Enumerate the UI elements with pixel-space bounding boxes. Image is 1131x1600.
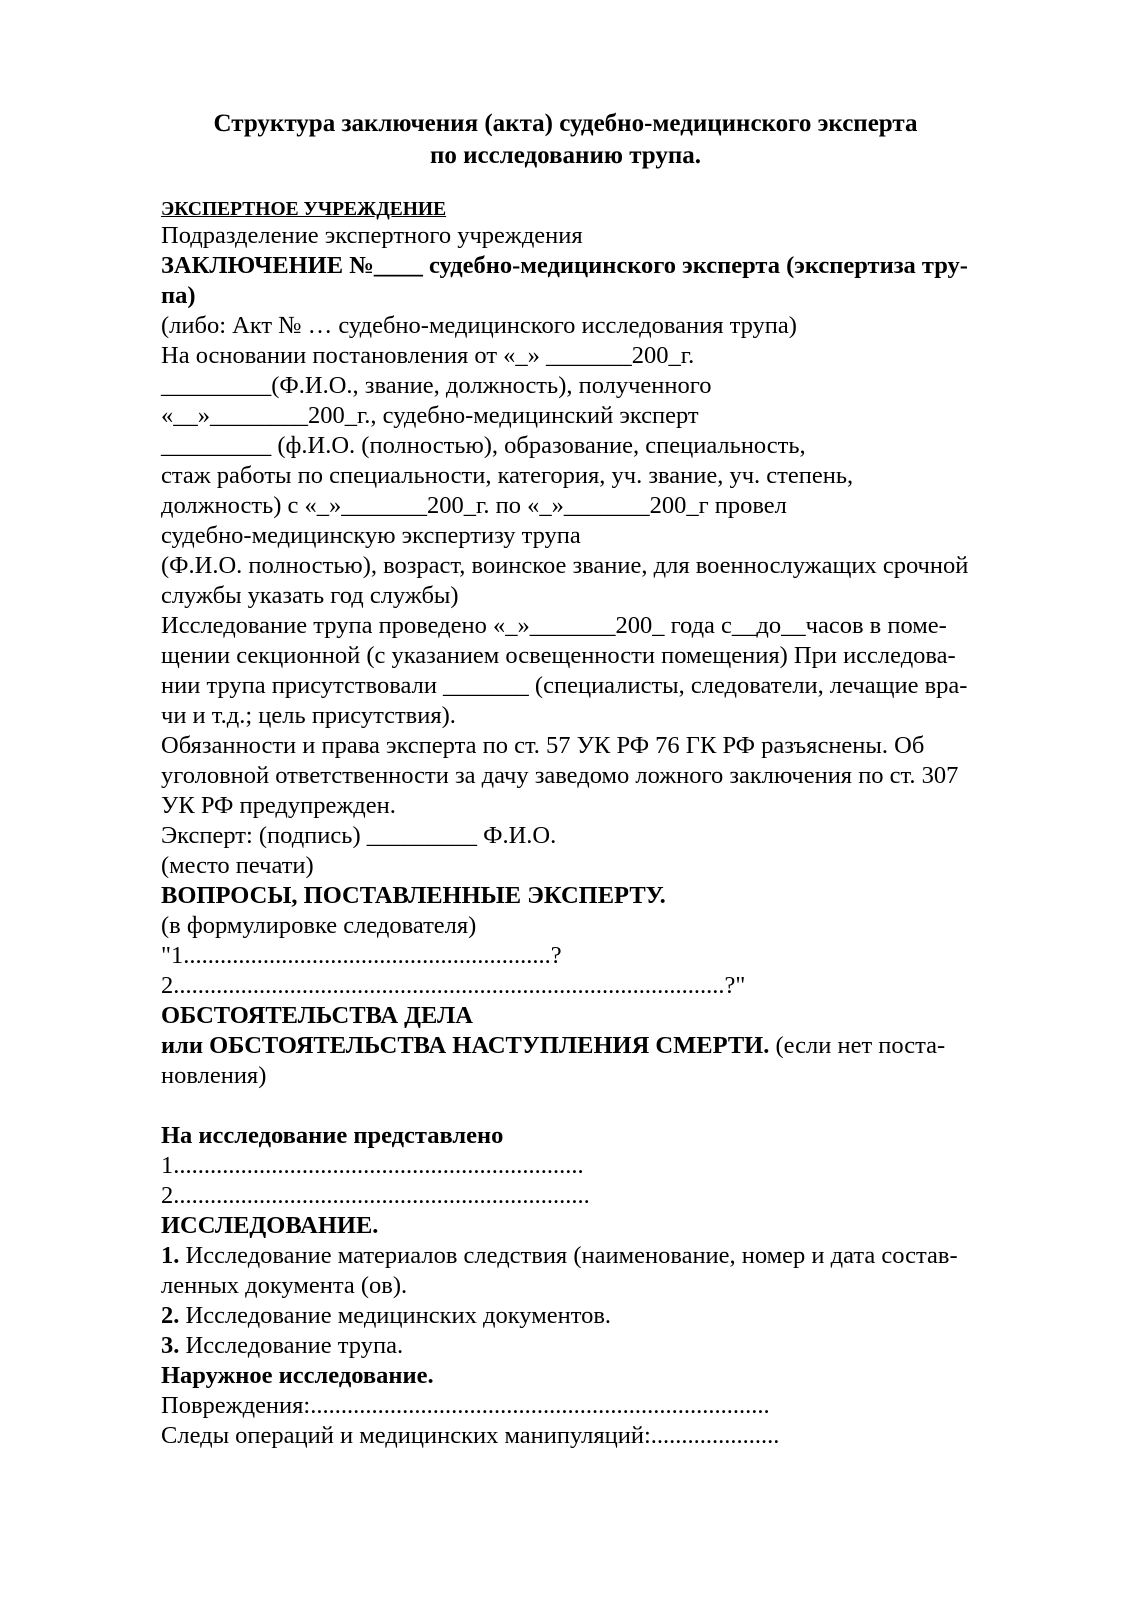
institution-heading: ЭКСПЕРТНОЕ УЧРЕЖДЕНИЕ (161, 199, 447, 220)
text-line: новления) (161, 1062, 267, 1089)
research-item-number: 2. (161, 1302, 180, 1329)
subdivision-line: Подразделение экспертного учреждения (161, 222, 583, 249)
text-line: (либо: Акт № … судебно-медицинского исследования трупа) (161, 312, 797, 339)
text-line: На основании постановления от «_» _______200_г. (161, 342, 695, 369)
text-line: должность) с «_»_______200_г. по «_»_______200_г провел (161, 492, 787, 519)
conclusion-heading: ЗАКЛЮЧЕНИЕ №____ судебно-медицинского эксперта (экспертиза тру- (161, 252, 968, 279)
research-heading: ИССЛЕДОВАНИЕ. (161, 1212, 379, 1239)
research-item-2 (161, 1301, 611, 1331)
circumstances-heading-bold: или ОБСТОЯТЕЛЬСТВА НАСТУПЛЕНИЯ СМЕРТИ. (161, 1032, 770, 1059)
conclusion-heading-cont: па) (161, 282, 196, 309)
document-title-line-1: Структура заключения (акта) судебно-медицинского эксперта (213, 110, 918, 137)
research-item-text: Исследование медицинских документов. (179, 1302, 612, 1329)
research-item-number: 1. (161, 1242, 180, 1269)
questions-heading: ВОПРОСЫ, ПОСТАВЛЕННЫЕ ЭКСПЕРТУ. (161, 882, 666, 909)
injuries-line: Повреждения:........................................................................... (161, 1392, 770, 1419)
circumstances-heading-line (161, 1031, 945, 1061)
research-item-text: Исследование трупа. (179, 1332, 404, 1359)
text-line: ленных документа (ов). (161, 1272, 408, 1299)
document-title-line-2: по исследованию трупа. (429, 142, 702, 169)
submitted-item: 2.................................................................... (161, 1182, 590, 1209)
text-line: «__»________200_г., судебно-медицинский эксперт (161, 402, 699, 429)
submitted-heading: На исследование представлено (161, 1122, 504, 1149)
text-line: щении секционной (с указанием освещенности помещения) При исследова- (161, 642, 956, 669)
text-line: нии трупа присутствовали _______ (специалисты, следователи, лечащие вра- (161, 672, 968, 699)
research-item-number: 3. (161, 1332, 180, 1359)
stamp-place-line: (место печати) (161, 852, 314, 879)
text-line: уголовной ответственности за дачу заведомо ложного заключения по ст. 307 (161, 762, 959, 789)
expert-signature-line: Эксперт: (подпись) _________ Ф.И.О. (161, 822, 557, 849)
submitted-item: 1................................................................... (161, 1152, 584, 1179)
text-line: Исследование трупа проведено «_»_______200_ года с__до__часов в поме- (161, 612, 947, 639)
external-research-heading: Наружное исследование. (161, 1362, 434, 1389)
text-line: службы указать год службы) (161, 582, 459, 609)
text-line: _________(Ф.И.О., звание, должность), полученного (161, 372, 712, 399)
text-line: чи и т.д.; цель присутствия). (161, 702, 456, 729)
question-item: 2..........................................................................................?" (161, 972, 746, 999)
circumstances-note: (если нет поста- (769, 1032, 946, 1059)
research-item-text: Исследование материалов следствия (наименование, номер и дата состав- (179, 1242, 958, 1269)
text-line: Обязанности и права эксперта по ст. 57 УК РФ 76 ГК РФ разъяснены. Об (161, 732, 925, 759)
research-item-3 (161, 1331, 403, 1361)
text-line: стаж работы по специальности, категория, уч. звание, уч. степень, (161, 462, 854, 489)
text-line: (в формулировке следователя) (161, 912, 477, 939)
text-line: _________ (ф.И.О. (полностью), образование, специальность, (161, 432, 806, 459)
research-item-1 (161, 1241, 958, 1271)
text-line: (Ф.И.О. полностью), возраст, воинское звание, для военнослужащих срочной (161, 552, 969, 579)
circumstances-heading: ОБСТОЯТЕЛЬСТВА ДЕЛА (161, 1002, 474, 1029)
text-line: судебно-медицинскую экспертизу трупа (161, 522, 581, 549)
question-item: "1............................................................? (161, 942, 562, 969)
surgery-traces-line: Следы операций и медицинских манипуляций:..................... (161, 1422, 780, 1449)
text-line: УК РФ предупрежден. (161, 792, 396, 819)
